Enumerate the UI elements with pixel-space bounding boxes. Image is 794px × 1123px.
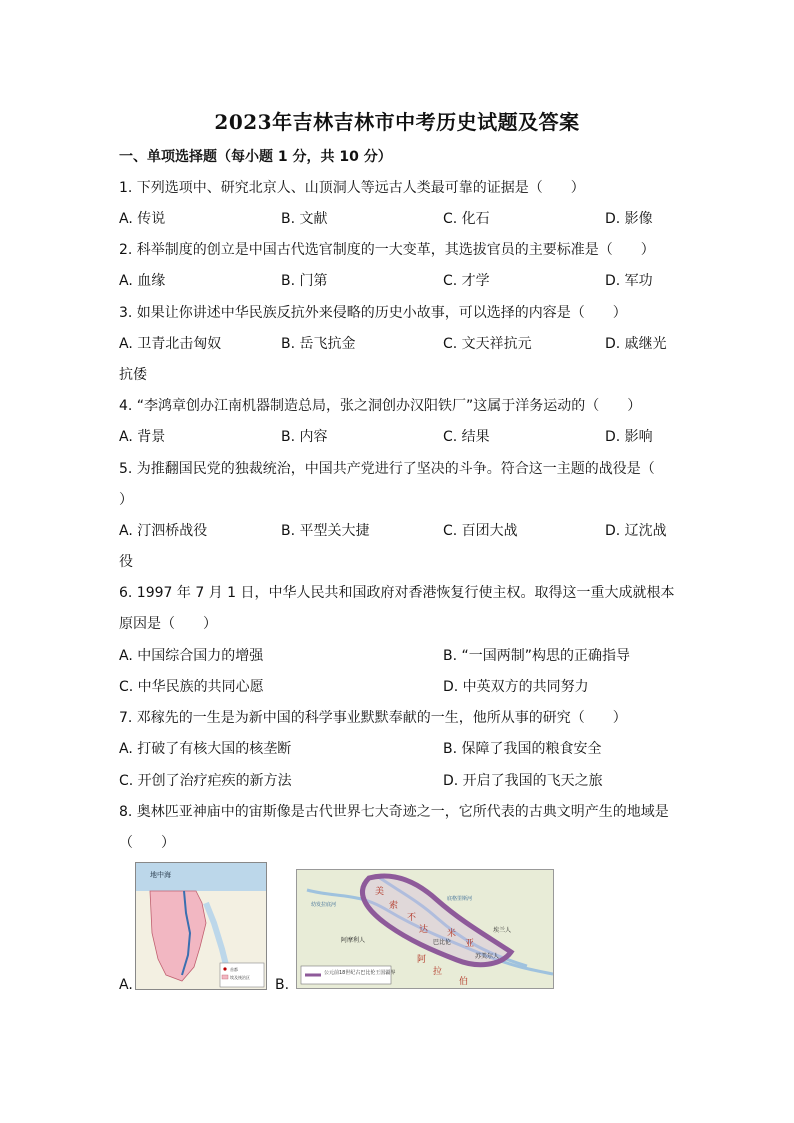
map-label-babylon: 巴比伦 <box>433 939 452 946</box>
page-title: 2023年吉林吉林市中考历史试题及答案 <box>214 110 580 134</box>
q3-option-b[interactable]: B. 岳飞抗金 <box>281 336 356 352</box>
q4-option-d[interactable]: D. 影响 <box>605 429 653 445</box>
capital-marker-icon <box>223 967 226 970</box>
q5-option-a[interactable]: A. 汀泗桥战役 <box>119 523 208 539</box>
legend-capital-label: 首都 <box>230 967 238 972</box>
question-1-stem: 1. 下列选项中、研究北京人、山顶洞人等远古人类最可靠的证据是（ ） <box>119 180 585 196</box>
map-label-da: 达 <box>419 925 429 935</box>
legend-territory-label: 埃及统治区 <box>230 975 250 980</box>
babylon-legend-label: 公元前18世纪古巴比伦王国疆界 <box>324 970 396 976</box>
q7-option-c[interactable]: C. 开创了治疗疟疾的新方法 <box>119 773 292 789</box>
q4-option-a[interactable]: A. 背景 <box>119 429 166 445</box>
egypt-territory <box>150 891 206 981</box>
map-label-sumerians: 苏美尔人 <box>475 953 500 960</box>
q3-option-a[interactable]: A. 卫青北击匈奴 <box>119 336 222 352</box>
map-label-amorites: 阿摩利人 <box>341 937 366 944</box>
q2-option-a[interactable]: A. 血缘 <box>119 273 166 289</box>
territory-legend-icon <box>222 975 228 979</box>
map-label-mei: 美 <box>375 887 385 897</box>
q7-option-b[interactable]: B. 保障了我国的粮食安全 <box>443 741 602 757</box>
map-label-la: 拉 <box>433 967 443 977</box>
red-sea <box>206 903 228 973</box>
map-label-bu: 不 <box>407 913 417 923</box>
q1-option-a[interactable]: A. 传说 <box>119 211 166 227</box>
section-heading: 一、单项选择题（每小题 1 分，共 10 分） <box>119 149 392 165</box>
q2-option-c[interactable]: C. 才学 <box>443 273 490 289</box>
question-7-stem: 7. 邓稼先的一生是为新中国的科学事业默默奉献的一生，他所从事的研究（ ） <box>119 710 627 726</box>
q1-option-b[interactable]: B. 文献 <box>281 211 328 227</box>
question-6-stem: 6. 1997 年 7 月 1 日，中华人民共和国政府对香港恢复行使主权。取得这一重大成就根本 <box>119 585 675 601</box>
question-2-stem: 2. 科举制度的创立是中国古代选官制度的一大变革，其选拔官员的主要标准是（ ） <box>119 242 655 258</box>
q2-option-b[interactable]: B. 门第 <box>281 273 328 289</box>
q5-option-c[interactable]: C. 百团大战 <box>443 523 518 539</box>
mediterranean-label: 地中海 <box>150 871 171 879</box>
q8-option-a-label[interactable]: A. <box>119 977 133 993</box>
q3-option-d[interactable]: D. 戚继光 <box>605 336 667 352</box>
q2-option-d[interactable]: D. 军功 <box>605 273 653 289</box>
q4-option-b[interactable]: B. 内容 <box>281 429 328 445</box>
q7-option-a[interactable]: A. 打破了有核大国的核垄断 <box>119 741 292 757</box>
map-label-euphrates: 幼发拉底河 <box>311 902 337 908</box>
q3-option-d-continued: 抗倭 <box>119 367 147 383</box>
question-8-stem: 8. 奥林匹亚神庙中的宙斯像是古代世界七大奇迹之一，它所代表的古典文明产生的地域是 <box>119 804 669 820</box>
q7-option-d[interactable]: D. 开启了我国的飞天之旅 <box>443 773 603 789</box>
q5-option-b[interactable]: B. 平型关大捷 <box>281 523 370 539</box>
babylon-map-image <box>297 870 553 988</box>
q6-option-d[interactable]: D. 中英双方的共同努力 <box>443 679 589 695</box>
q3-option-c[interactable]: C. 文天祥抗元 <box>443 336 532 352</box>
q5-option-d-continued: 役 <box>119 554 133 570</box>
map-label-elamites: 埃兰人 <box>493 927 512 934</box>
map-label-ya: 亚 <box>465 939 475 949</box>
map-label-suo: 索 <box>389 901 399 911</box>
q6-option-b[interactable]: B. “一国两制”构思的正确指导 <box>443 648 631 664</box>
question-3-stem: 3. 如果让你讲述中华民族反抗外来侵略的历史小故事，可以选择的内容是（ ） <box>119 305 627 321</box>
map-label-bo: 伯 <box>459 977 469 987</box>
question-5-stem-continued: ） <box>119 492 133 508</box>
q6-option-a[interactable]: A. 中国综合国力的增强 <box>119 648 264 664</box>
map-label-tigris: 底格里斯河 <box>447 896 473 902</box>
map-label-mi: 米 <box>447 929 457 939</box>
egypt-map-image <box>136 863 266 989</box>
map-label-a: 阿 <box>417 955 427 965</box>
question-5-stem: 5. 为推翻国民党的独裁统治，中国共产党进行了坚决的斗争。符合这一主题的战役是（ <box>119 461 655 477</box>
q8-option-b-map-babylon[interactable] <box>296 869 554 989</box>
question-6-stem-continued: 原因是（ ） <box>119 616 217 632</box>
q6-option-c[interactable]: C. 中华民族的共同心愿 <box>119 679 264 695</box>
question-8-stem-continued: （ ） <box>119 835 175 851</box>
q1-option-d[interactable]: D. 影像 <box>605 211 653 227</box>
q5-option-d[interactable]: D. 辽沈战 <box>605 523 667 539</box>
q8-option-b-label[interactable]: B. <box>275 977 290 993</box>
q4-option-c[interactable]: C. 结果 <box>443 429 490 445</box>
q1-option-c[interactable]: C. 化石 <box>443 211 490 227</box>
q8-option-a-map-egypt[interactable] <box>135 862 267 990</box>
babylon-kingdom-border <box>362 876 511 965</box>
question-4-stem: 4. “李鸿章创办江南机器制造总局，张之洞创办汉阳铁厂”这属于洋务运动的（ ） <box>119 398 642 414</box>
